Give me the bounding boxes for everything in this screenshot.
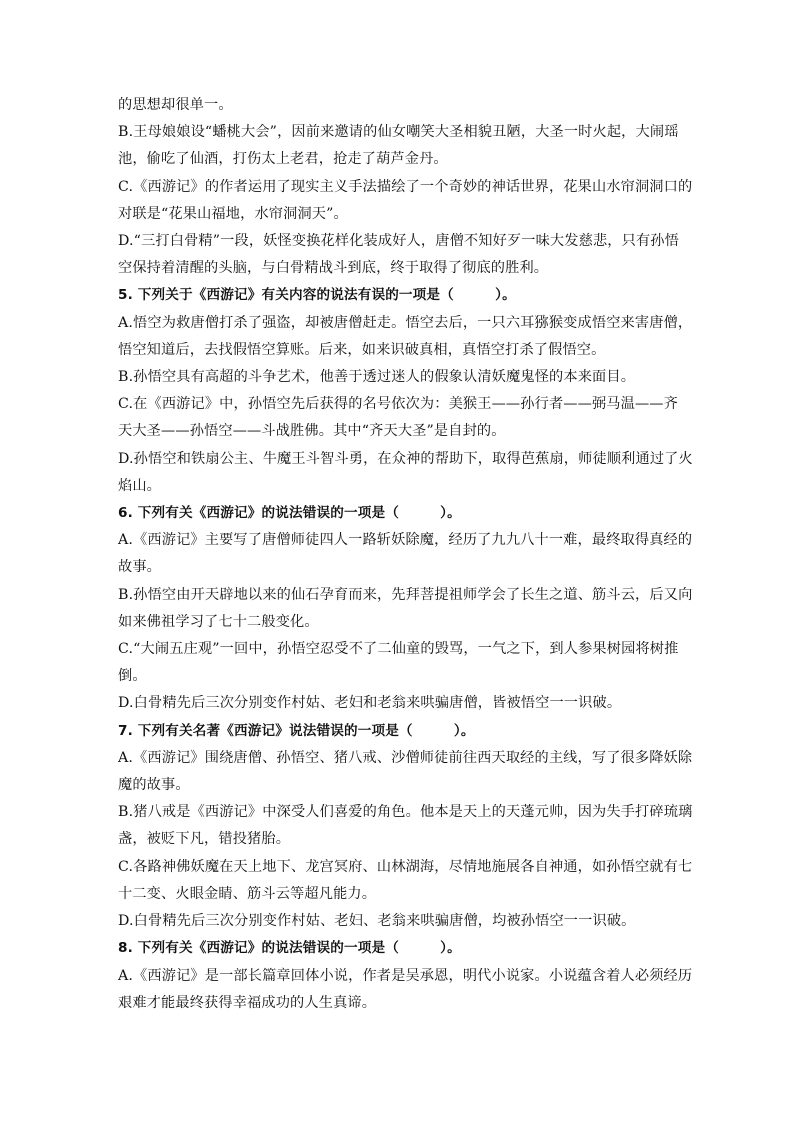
text-line: 空保持着清醒的头脑，与白骨精战斗到底，终于取得了彻底的胜利。 [118, 260, 549, 277]
question-6-stem: 6. 下列有关《西游记》的说法错误的一项是（ ）。 [118, 505, 461, 522]
option-line: A.《西游记》是一部长篇章回体小说，作者是吴承恩，明代小说家。小说蕴含着人必须经历 [118, 967, 693, 984]
text-line: 天大圣——孙悟空——斗战胜佛。其中“齐天大圣”是自封的。 [118, 423, 506, 440]
text-line: 的思想却很单一。 [118, 97, 233, 113]
text-line: 故事。 [118, 559, 162, 576]
text-line: 艰难才能最终获得幸福成功的人生真谛。 [118, 994, 377, 1011]
option-line: C.在《西游记》中，孙悟空先后获得的名号依次为：美猴王——孙行者——弼马温——齐 [118, 396, 678, 413]
question-8-stem: 8. 下列有关《西游记》的说法错误的一项是（ ）。 [118, 940, 461, 957]
option-line: C.各路神佛妖魔在天上地下、龙宫冥府、山林湖海，尽情地施展各自神通，如孙悟空就有七 [118, 858, 693, 875]
option-line: A.《西游记》主要写了唐僧师徒四人一路斩妖除魔，经历了九九八十一难，最终取得真经的 [118, 532, 693, 549]
text-line: 盏，被贬下凡，错投猪胎。 [118, 831, 291, 848]
option-line: D.白骨精先后三次分别变作村姑、老妇、老翁来哄骗唐僧，均被孙悟空一一识破。 [118, 913, 636, 930]
option-line: D.白骨精先后三次分别变作村姑、老妇和老翁来哄骗唐僧，皆被悟空一一识破。 [118, 695, 622, 712]
option-line: B.孙悟空由开天辟地以来的仙石孕育而来，先拜菩提祖师学会了长生之道、筋斗云，后又向 [118, 586, 693, 603]
option-line: B.孙悟空具有高超的斗争艺术，他善于透过迷人的假象认清妖魔鬼怪的本来面目。 [118, 369, 636, 386]
question-5-stem: 5. 下列关于《西游记》有关内容的说法有误的一项是（ ）。 [118, 287, 516, 304]
option-line: A.《西游记》围绕唐僧、孙悟空、猪八戒、沙僧师徒前往西天取经的主线，写了很多降妖除 [118, 749, 693, 766]
document-page [118, 92, 693, 1017]
text-line: 对联是“花果山福地，水帘洞洞天”。 [118, 205, 348, 222]
option-line: B.猪八戒是《西游记》中深受人们喜爱的角色。他本是天上的天蓬元帅，因为失手打碎琉璃 [118, 804, 693, 821]
text-line: 倒。 [118, 668, 147, 685]
option-line: C.《西游记》的作者运用了现实主义手法描绘了一个奇妙的神话世界，花果山水帘洞洞口的 [118, 178, 693, 195]
text-line: 十二变、火眼金睛、筋斗云等超凡能力。 [118, 885, 377, 902]
option-line: A.悟空为救唐僧打杀了强盗，却被唐僧赶走。悟空去后，一只六耳猕猴变成悟空来害唐僧， [118, 314, 693, 331]
text-line: 悟空知道后，去找假悟空算账。后来，如来识破真相，真悟空打杀了假悟空。 [118, 341, 606, 358]
question-7-stem: 7. 下列有关名著《西游记》说法错误的一项是（ ）。 [118, 722, 475, 739]
text-line: 如来佛祖学习了七十二般变化。 [118, 613, 319, 630]
text-line: 池，偷吃了仙酒，打伤太上老君，抢走了葫芦金丹。 [118, 151, 448, 168]
option-line: C.“大闹五庄观”一回中，孙悟空忍受不了二仙童的毁骂，一气之下，到人参果树园将树推 [118, 641, 679, 658]
option-line: D.“三打白骨精”一段，妖怪变换花样化装成好人，唐僧不知好歹一味大发慈悲，只有孙悟 [118, 233, 679, 250]
text-line: 焰山。 [118, 477, 162, 494]
text-line: 魔的故事。 [118, 777, 190, 794]
option-line: B.王母娘娘设“蟠桃大会”，因前来邀请的仙女嘲笑大圣相貌丑陋，大圣一时火起，大闹瑶 [118, 124, 679, 141]
option-line: D.孙悟空和铁扇公主、牛魔王斗智斗勇，在众神的帮助下，取得芭蕉扇，师徒顺利通过了火 [118, 450, 693, 467]
